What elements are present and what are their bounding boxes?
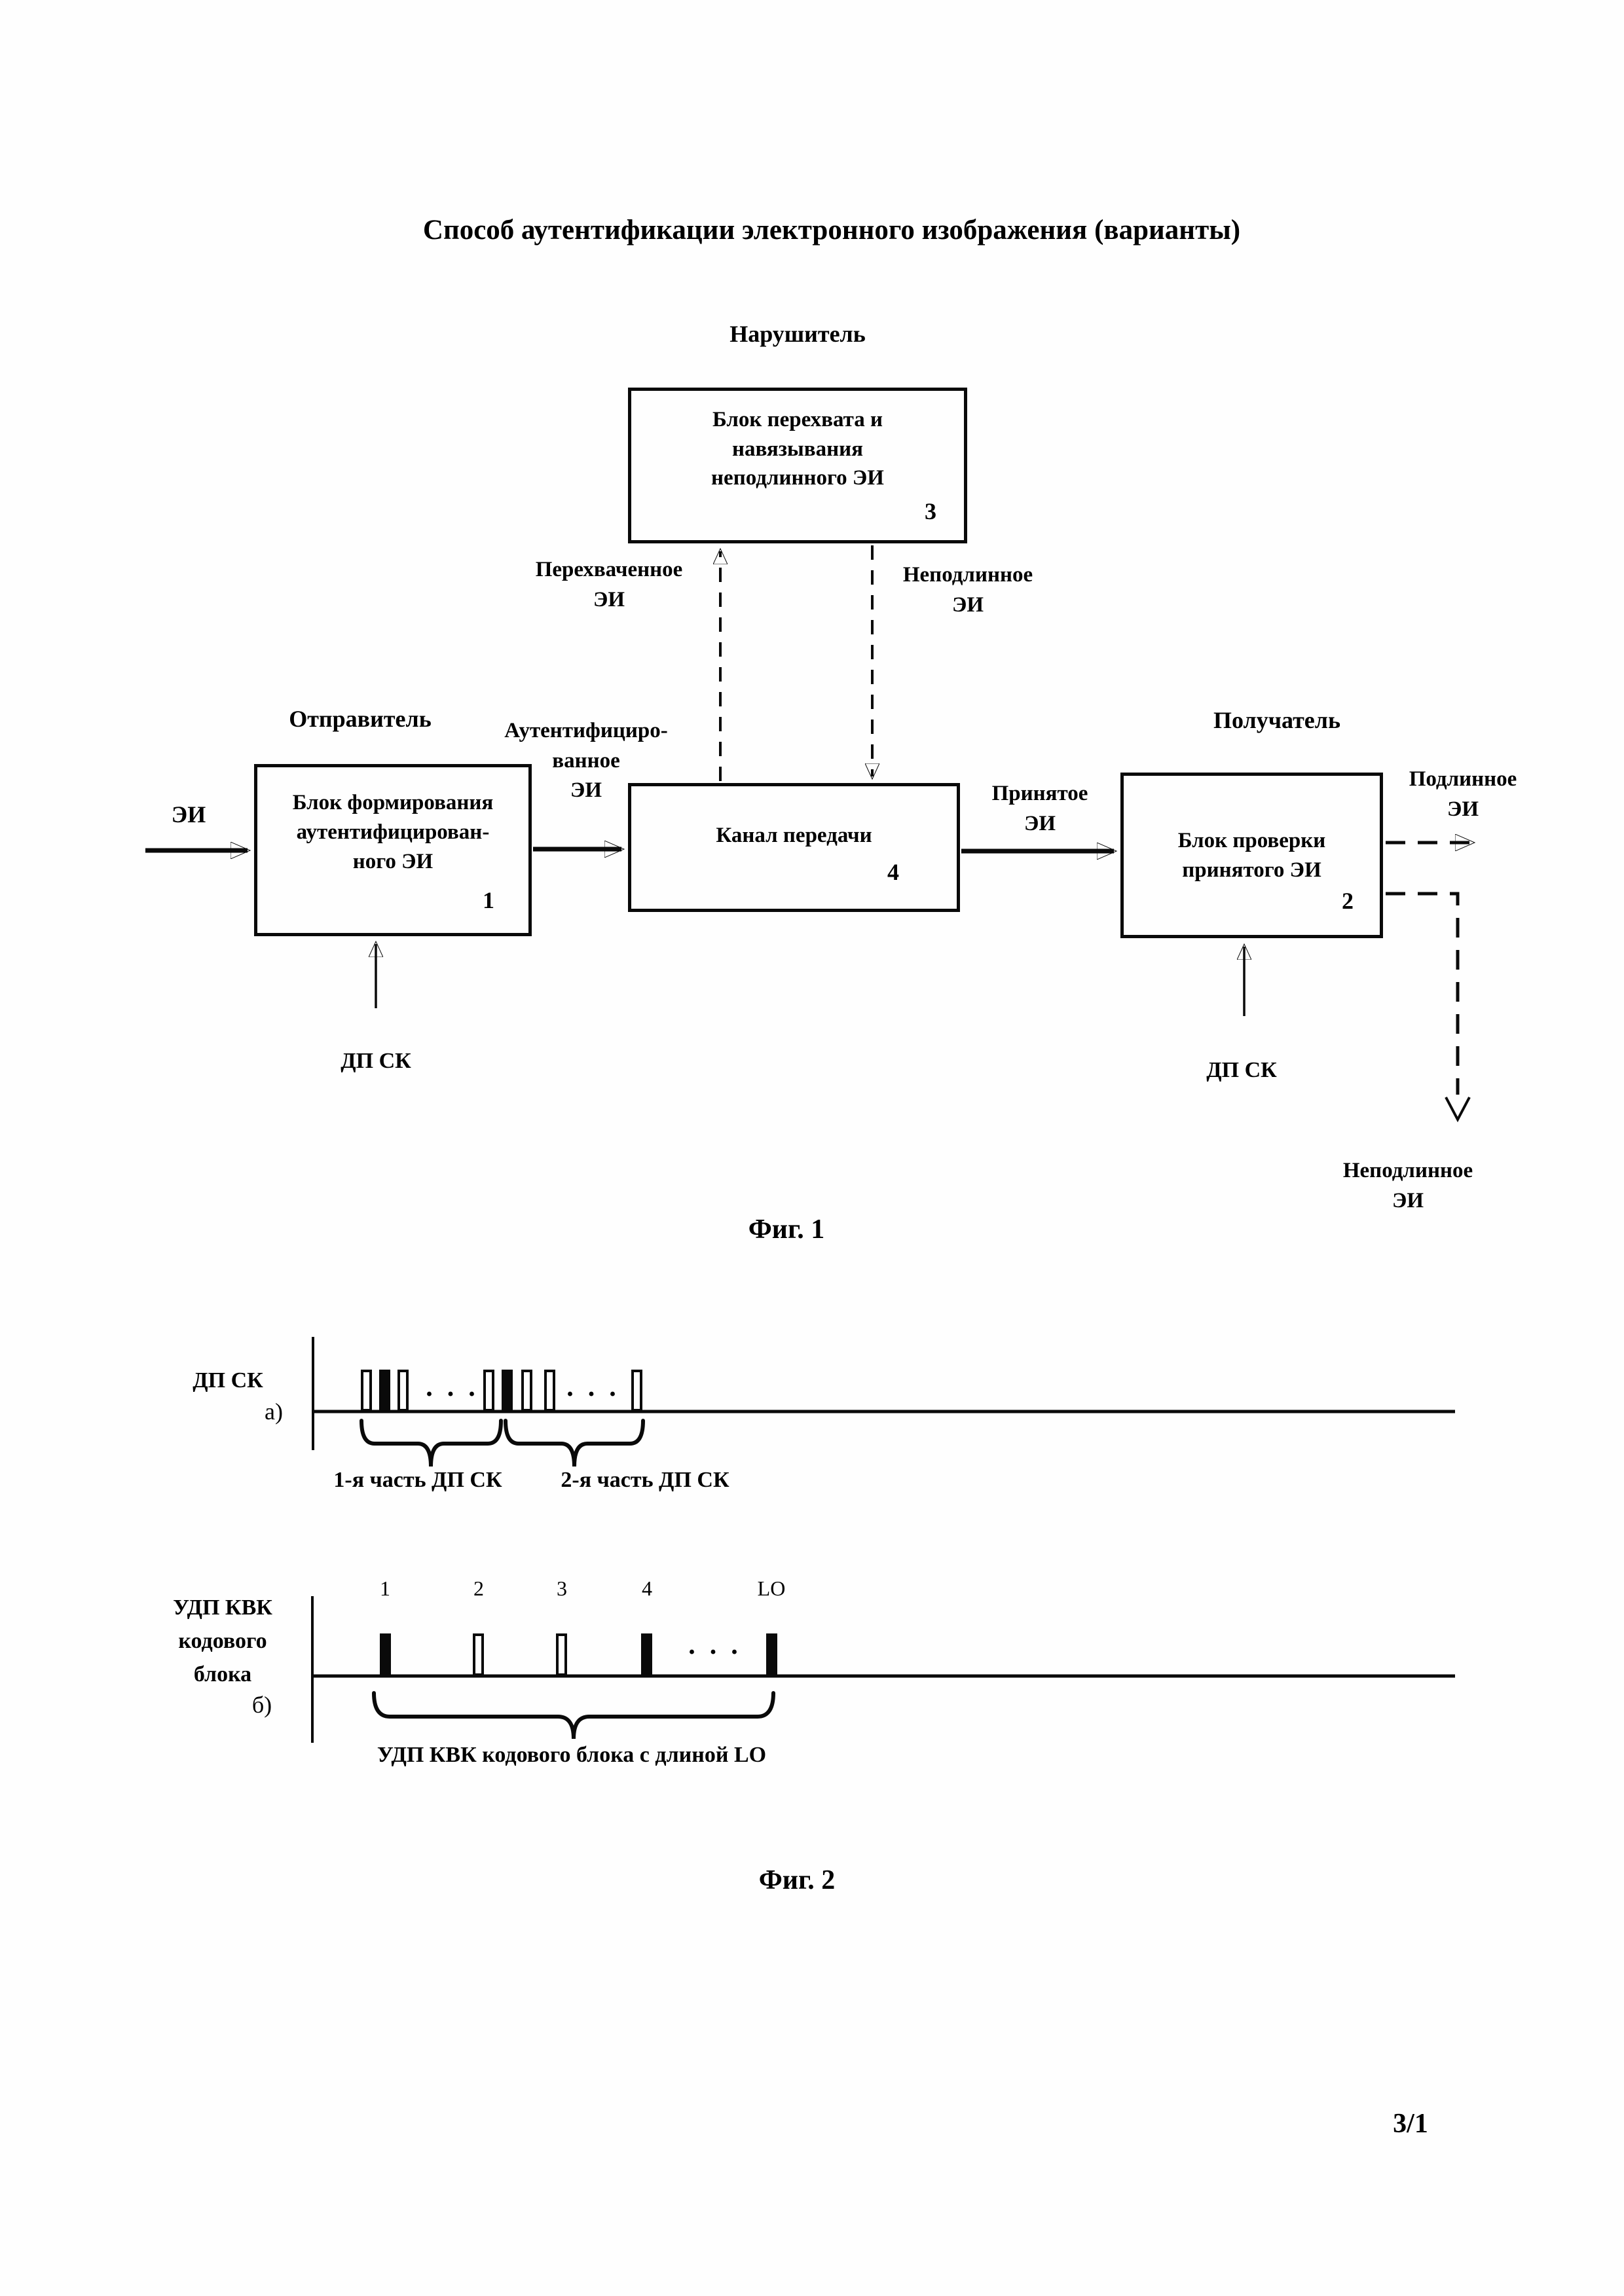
label-intercepted-ei: Перехваченное ЭИ xyxy=(535,558,683,611)
label-dpsk-left: ДП СК xyxy=(341,1049,411,1073)
block-channel-number: 4 xyxy=(887,859,899,885)
label-received-ei: Принятое ЭИ xyxy=(991,782,1088,835)
fig2b-brace xyxy=(374,1693,773,1739)
block-channel xyxy=(628,783,960,912)
fig2a-brace2-label: 2-я часть ДП СК xyxy=(561,1468,729,1492)
fig2-caption: Фиг. 2 xyxy=(758,1865,836,1895)
fig2b-pulse-5 xyxy=(766,1633,777,1676)
fig2a-pulse-4 xyxy=(483,1370,494,1412)
fig2b-pulse-4 xyxy=(641,1633,652,1676)
fig1-caption: Фиг. 1 xyxy=(748,1214,825,1245)
label-dpsk-right: ДП СК xyxy=(1206,1058,1277,1082)
receiver-title: Получатель xyxy=(1213,707,1340,733)
label-counterfeit-ei-bottom: Неподлинное ЭИ xyxy=(1342,1159,1473,1212)
label-counterfeit-ei-top: Неподлинное ЭИ xyxy=(902,563,1033,617)
fig2a-pulse-8 xyxy=(631,1370,642,1412)
block-interceptor-label: Блок перехвата и навязывания неподлинного ЭИ xyxy=(711,407,884,490)
label-ei-input: ЭИ xyxy=(171,801,206,828)
fig2a-axis-label: ДП СК xyxy=(193,1368,263,1393)
fig2a-pulse-3 xyxy=(397,1370,409,1412)
fig2b-tick-1: 1 xyxy=(380,1576,390,1600)
block-verifier-number: 2 xyxy=(1342,888,1354,914)
fig2b-pulse-3 xyxy=(556,1633,567,1676)
block-former-number: 1 xyxy=(483,887,494,913)
block-former xyxy=(254,764,532,936)
fig2a-pulse-7 xyxy=(544,1370,555,1412)
fig2a-brace-part1 xyxy=(361,1421,501,1467)
fig2b-axis-label: УДП КВК кодового блока xyxy=(173,1595,272,1686)
block-interceptor xyxy=(628,388,967,543)
fig2a-item-label: а) xyxy=(265,1398,283,1425)
fig2a-ellipsis-2: · · · xyxy=(565,1379,620,1410)
line-counterfeit-ei-out xyxy=(1386,894,1458,1095)
fig2a-ellipsis-1: · · · xyxy=(424,1379,479,1410)
fig2a-brace1-label: 1-я часть ДП СК xyxy=(333,1468,502,1492)
fig2b-tick-4: 4 xyxy=(642,1576,652,1600)
open-arrowhead-down xyxy=(1446,1097,1469,1120)
fig2b-pulse-1 xyxy=(380,1633,391,1676)
block-verifier-label: Блок проверки принятого ЭИ xyxy=(1177,828,1326,882)
fig2a-pulse-6 xyxy=(521,1370,532,1412)
page-title: Способ аутентификации электронного изображения (варианты) xyxy=(422,215,1241,246)
sender-title: Отправитель xyxy=(289,706,432,732)
fig2b-tick-lo: LO xyxy=(757,1576,786,1600)
block-former-label: Блок формирования аутентифицирован- ного ЭИ xyxy=(292,791,494,873)
fig2a-pulse-2 xyxy=(379,1370,390,1412)
fig2a-pulse-1 xyxy=(361,1370,372,1412)
label-authenticated-ei: Аутентифициро- ванное ЭИ xyxy=(504,719,668,803)
fig2b-tick-3: 3 xyxy=(557,1576,567,1600)
fig2a-brace-part2 xyxy=(506,1421,643,1467)
block-verifier xyxy=(1120,773,1383,938)
fig2b-tick-2: 2 xyxy=(473,1576,484,1600)
label-genuine-ei: Подлинное ЭИ xyxy=(1409,767,1517,821)
fig2b-brace-label: УДП КВК кодового блока с длиной LO xyxy=(377,1743,767,1767)
block-interceptor-number: 3 xyxy=(925,498,936,524)
intruder-title: Нарушитель xyxy=(729,321,866,347)
fig2b-pulse-2 xyxy=(473,1633,484,1676)
fig2a-pulse-5 xyxy=(502,1370,513,1412)
sheet-number: 3/1 xyxy=(1393,2109,1428,2139)
block-channel-label: Канал передачи xyxy=(716,824,872,848)
fig2b-item-label: б) xyxy=(251,1692,272,1718)
fig2b-ellipsis: · · · xyxy=(687,1637,742,1667)
